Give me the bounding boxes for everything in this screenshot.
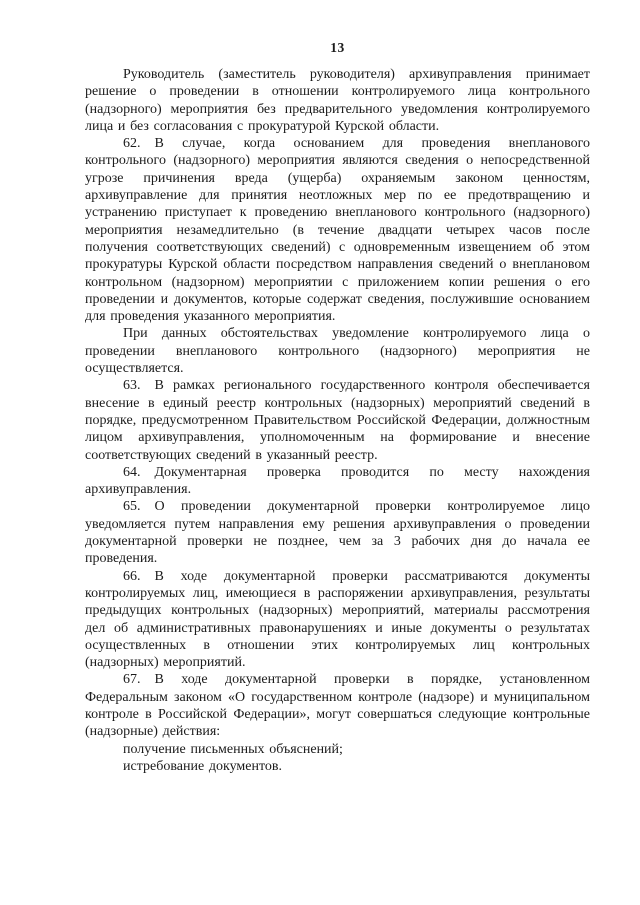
item-number: 64. [123,464,141,480]
paragraph [85,377,590,463]
paragraph-text: получение письменных объяснений; [123,741,343,757]
paragraph [85,464,590,499]
paragraph-text: О проведении документарной проверки контролируемое лицо уведомляется путем направления ему решения архивуправления о проведении документарной проверки не позднее, чем за 3 рабочих дня до начала ее проведения. [85,499,590,567]
paragraph-text: В ходе документарной проверки в порядке, установленном Федеральным законом «О государственном контроле (надзоре) и муниципальном контроле в Российской Федерации», могут совершаться следующие контрольные (надзорные) действия: [85,672,590,740]
paragraph-text: В рамках регионального государственного контроля обеспечивается внесение в единый реестр контрольных (надзорных) мероприятий сведений в порядке, предусмотренном Правительством Российской Федерации, должностным лицом архивуправления, уполномоченным на формирование и внесение соответствующих сведений в указанный реестр. [85,378,590,463]
paragraph-text: В случае, когда основанием для проведения внепланового контрольного (надзорного) мероприятия являются сведения о непосредственной угрозе причинения вреда (ущерба) охраняемым законом ценностям, архивуправление для принятия неотложных мер по ее предотвращению и устранению приступает к проведению внепланового контрольного (надзорного) мероприятия незамедлительно (в течение двадцати четырех часов после получения соответствующих сведений) с одновременным извещением об этом прокуратуры Курской области посредством направления сведений о внеплановом контрольном (надзорном) мероприятии с приложением копии решения о его проведении и документов, которые содержат сведения, послужившие основанием для проведения указанного мероприятия. [85,136,590,325]
paragraph [85,135,590,325]
paragraph [85,568,590,672]
paragraph-text: При данных обстоятельствах уведомление контролируемого лица о проведении внепланового контрольного (надзорного) мероприятия не осуществляется. [85,326,590,377]
paragraph [85,671,590,740]
page-number: 13 [330,40,345,55]
paragraph [85,66,590,135]
paragraph-text: истребование документов. [123,758,283,774]
item-number: 63. [123,378,141,394]
paragraph [85,741,590,758]
item-number: 65. [123,499,141,515]
paragraph [85,758,590,775]
paragraph-text: Руководитель (заместитель руководителя) архивуправления принимает решение о проведении в отношении контролируемого лица контрольного (надзорного) мероприятия без предварительного уведомления контролируемого лица и без согласования с прокуратурой Курской области. [85,67,590,134]
document-body [85,66,590,775]
paragraph [85,498,590,567]
paragraph-text: В ходе документарной проверки рассматриваются документы контролируемых лиц, имеющиеся в распоряжении архивуправления, результаты предыдущих контрольных (надзорных) мероприятий, материалы рассмотрения дел об административных правонарушениях и иные документы о результатах осуществленных в отношении этих контролируемых лиц контрольных (надзорных) мероприятий. [85,568,590,671]
paragraph [85,325,590,377]
paragraph-text: Документарная проверка проводится по месту нахождения архивуправления. [85,464,590,498]
item-number: 66. [123,568,141,584]
item-number: 67. [123,672,141,688]
item-number: 62. [123,136,141,152]
